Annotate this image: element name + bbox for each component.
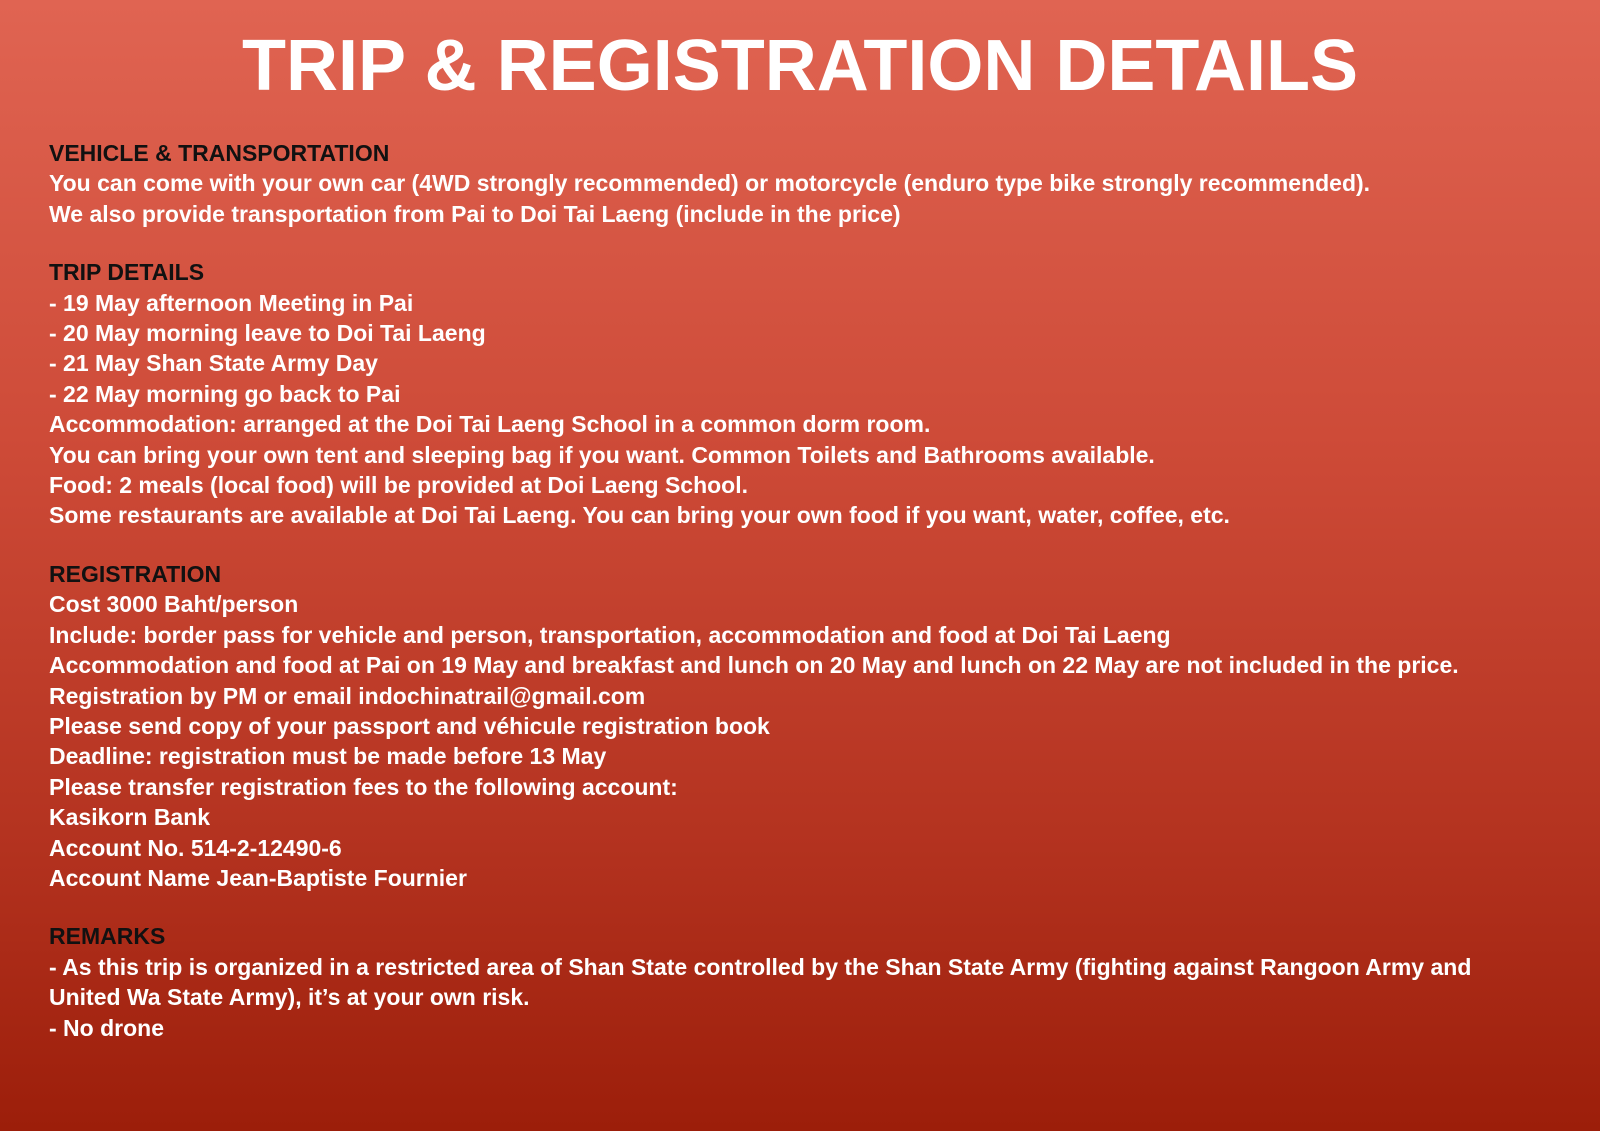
trip-line: Some restaurants are available at Doi Tai Laeng. You can bring your own food if you want, water, coffee, etc.: [49, 502, 1230, 529]
registration-heading: REGISTRATION: [49, 560, 222, 587]
registration-line: Account Name Jean-Baptiste Fournier: [49, 864, 467, 891]
registration-line: Please transfer registration fees to the following account:: [49, 773, 678, 800]
trip-line: - 22 May morning go back to Pai: [49, 380, 401, 407]
details-content: [49, 138, 1569, 1043]
trip-section: [49, 257, 1569, 531]
registration-line: Registration by PM or email indochinatrail@gmail.com: [49, 682, 646, 709]
vehicle-section: [49, 138, 1569, 229]
registration-line: Please send copy of your passport and véhicule registration book: [49, 712, 770, 739]
remarks-heading: REMARKS: [49, 923, 166, 950]
trip-line: You can bring your own tent and sleeping bag if you want. Common Toilets and Bathrooms available.: [49, 441, 1155, 468]
remarks-section: [49, 921, 1569, 1043]
remarks-line: - No drone: [49, 1014, 164, 1041]
vehicle-line: You can come with your own car (4WD strongly recommended) or motorcycle (enduro type bike strongly recommended).: [49, 170, 1371, 197]
trip-line: - 19 May afternoon Meeting in Pai: [49, 289, 414, 316]
vehicle-line: We also provide transportation from Pai to Doi Tai Laeng (include in the price): [49, 200, 901, 227]
registration-line: Include: border pass for vehicle and person, transportation, accommodation and food at Doi Tai Laeng: [49, 621, 1171, 648]
trip-line: - 20 May morning leave to Doi Tai Laeng: [49, 320, 486, 347]
trip-line: Accommodation: arranged at the Doi Tai Laeng School in a common dorm room.: [49, 411, 931, 438]
registration-section: [49, 559, 1569, 893]
trip-line: - 21 May Shan State Army Day: [49, 350, 378, 377]
registration-line: Accommodation and food at Pai on 19 May and breakfast and lunch on 20 May and lunch on 22 May are not included in the price.: [49, 652, 1459, 679]
trip-heading: TRIP DETAILS: [49, 259, 205, 286]
page-title: TRIP & REGISTRATION DETAILS: [241, 26, 1359, 106]
registration-line: Deadline: registration must be made before 13 May: [49, 743, 607, 770]
trip-line: Food: 2 meals (local food) will be provided at Doi Laeng School.: [49, 472, 749, 499]
vehicle-heading: VEHICLE & TRANSPORTATION: [49, 140, 390, 166]
registration-line: Account No. 514-2-12490-6: [49, 834, 342, 861]
registration-line: Cost 3000 Baht/person: [49, 591, 299, 618]
remarks-line: - As this trip is organized in a restricted area of Shan State controlled by the Shan State Army (fighting against Rangoon Army and United Wa State Army), it’s at your own risk.: [49, 953, 1472, 1011]
registration-line: Kasikorn Bank: [49, 804, 211, 831]
